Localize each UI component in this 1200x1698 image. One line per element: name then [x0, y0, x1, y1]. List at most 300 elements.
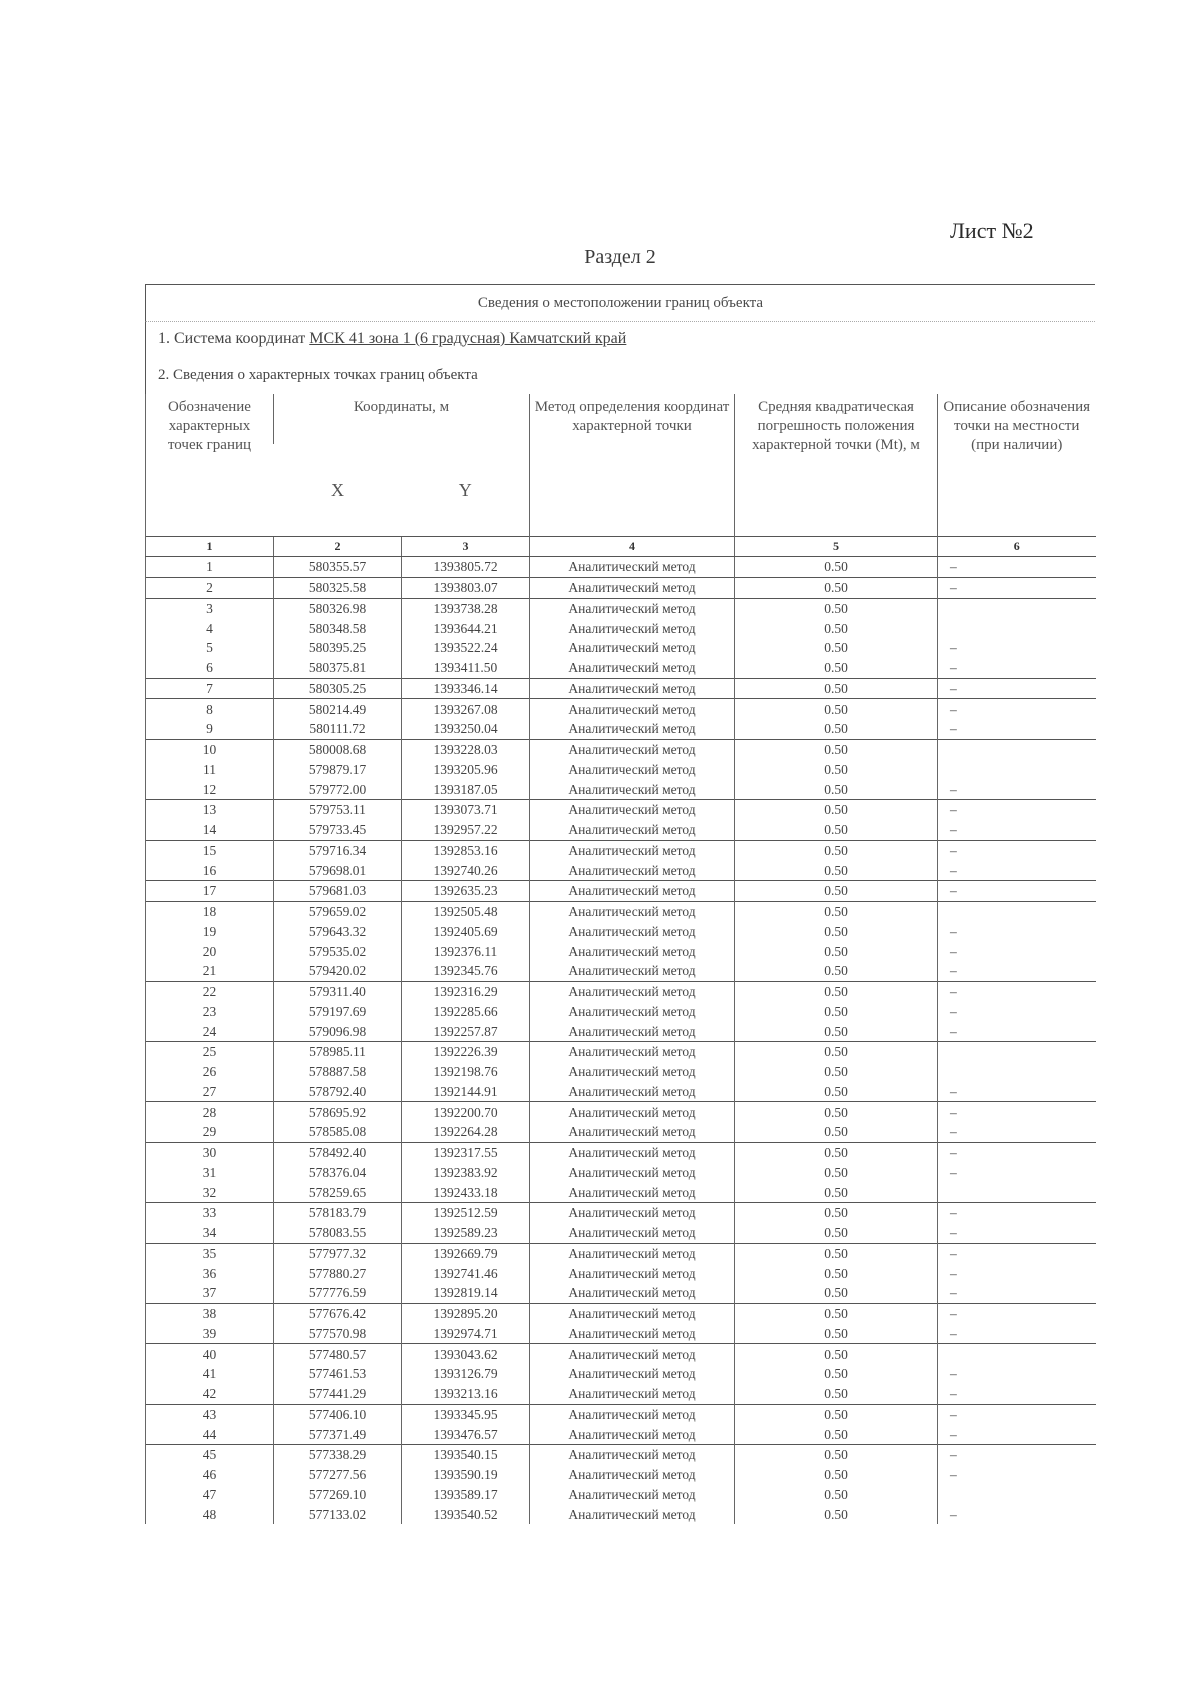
- method-cell: Аналитический метод: [530, 1021, 735, 1041]
- error-cell: 0.50: [735, 922, 938, 942]
- col-designation-header: Обозначение характерных точек границ: [146, 394, 274, 537]
- table-row: [146, 1102, 1096, 1122]
- x-coordinate: 577277.56: [274, 1465, 402, 1485]
- method-cell: Аналитический метод: [530, 1142, 735, 1162]
- table-row: [146, 678, 1096, 699]
- method-cell: Аналитический метод: [530, 881, 735, 902]
- y-coordinate: 1393228.03: [402, 739, 530, 759]
- table-row: [146, 1324, 1096, 1344]
- error-cell: 0.50: [735, 618, 938, 638]
- point-number: 40: [146, 1344, 274, 1364]
- point-number: 5: [146, 638, 274, 658]
- method-cell: Аналитический метод: [530, 1324, 735, 1344]
- x-coordinate: 579716.34: [274, 840, 402, 860]
- table-row: [146, 618, 1096, 638]
- point-number: 1: [146, 557, 274, 578]
- y-coordinate: 1392316.29: [402, 981, 530, 1001]
- table-row: [146, 1203, 1096, 1223]
- error-cell: 0.50: [735, 1445, 938, 1465]
- table-row: [146, 1182, 1096, 1202]
- description-cell: –: [938, 881, 1096, 902]
- method-cell: Аналитический метод: [530, 658, 735, 678]
- description-cell: –: [938, 800, 1096, 820]
- description-cell: –: [938, 1142, 1096, 1162]
- method-cell: Аналитический метод: [530, 557, 735, 578]
- error-cell: 0.50: [735, 1465, 938, 1485]
- point-number: 19: [146, 922, 274, 942]
- y-coordinate: 1393187.05: [402, 779, 530, 799]
- method-cell: Аналитический метод: [530, 1303, 735, 1323]
- description-cell: –: [938, 577, 1096, 598]
- x-coordinate: 578492.40: [274, 1142, 402, 1162]
- error-cell: 0.50: [735, 739, 938, 759]
- y-coordinate: 1393589.17: [402, 1485, 530, 1505]
- points-section-title: 2. Сведения о характерных точках границ объекта: [145, 356, 1095, 394]
- frame-title: Сведения о местоположении границ объекта: [145, 284, 1095, 321]
- error-cell: 0.50: [735, 901, 938, 921]
- x-coordinate: 577441.29: [274, 1384, 402, 1404]
- description-cell: –: [938, 961, 1096, 981]
- y-coordinate: 1393590.19: [402, 1465, 530, 1485]
- error-cell: 0.50: [735, 840, 938, 860]
- error-cell: 0.50: [735, 981, 938, 1001]
- x-coordinate: 579753.11: [274, 800, 402, 820]
- description-cell: –: [938, 1223, 1096, 1243]
- error-cell: 0.50: [735, 779, 938, 799]
- point-number: 3: [146, 598, 274, 618]
- x-coordinate: 580305.25: [274, 678, 402, 699]
- table-row: [146, 557, 1096, 578]
- description-cell: –: [938, 1445, 1096, 1465]
- y-coordinate: 1392895.20: [402, 1303, 530, 1323]
- method-cell: Аналитический метод: [530, 840, 735, 860]
- method-cell: Аналитический метод: [530, 1223, 735, 1243]
- x-coordinate: 579535.02: [274, 941, 402, 961]
- table-row: [146, 1404, 1096, 1424]
- x-coordinate: 579879.17: [274, 760, 402, 780]
- x-coordinate: 580395.25: [274, 638, 402, 658]
- table-row: [146, 699, 1096, 719]
- point-number: 32: [146, 1182, 274, 1202]
- table-row: [146, 1424, 1096, 1444]
- y-coordinate: 1393073.71: [402, 800, 530, 820]
- description-cell: –: [938, 1465, 1096, 1485]
- y-coordinate: 1393805.72: [402, 557, 530, 578]
- description-cell: [938, 739, 1096, 759]
- x-coordinate: 580355.57: [274, 557, 402, 578]
- description-cell: –: [938, 1424, 1096, 1444]
- x-coordinate: 578695.92: [274, 1102, 402, 1122]
- y-coordinate: 1392957.22: [402, 820, 530, 840]
- description-cell: –: [938, 941, 1096, 961]
- table-row: [146, 1122, 1096, 1142]
- x-coordinate: 577133.02: [274, 1504, 402, 1524]
- point-number: 6: [146, 658, 274, 678]
- point-number: 41: [146, 1364, 274, 1384]
- description-cell: –: [938, 1203, 1096, 1223]
- col-number: 5: [735, 537, 938, 557]
- y-coordinate: 1392512.59: [402, 1203, 530, 1223]
- method-cell: Аналитический метод: [530, 922, 735, 942]
- table-row: [146, 1445, 1096, 1465]
- y-coordinate: 1392257.87: [402, 1021, 530, 1041]
- x-coordinate: 579733.45: [274, 820, 402, 840]
- error-cell: 0.50: [735, 820, 938, 840]
- point-number: 27: [146, 1082, 274, 1102]
- description-cell: –: [938, 779, 1096, 799]
- error-cell: 0.50: [735, 860, 938, 880]
- y-coordinate: 1393644.21: [402, 618, 530, 638]
- error-cell: 0.50: [735, 1102, 938, 1122]
- point-number: 23: [146, 1002, 274, 1022]
- x-coordinate: 578985.11: [274, 1042, 402, 1062]
- description-cell: –: [938, 1163, 1096, 1183]
- point-number: 10: [146, 739, 274, 759]
- y-coordinate: 1393540.15: [402, 1445, 530, 1465]
- method-cell: Аналитический метод: [530, 800, 735, 820]
- y-coordinate: 1392198.76: [402, 1062, 530, 1082]
- description-cell: –: [938, 981, 1096, 1001]
- table-row: [146, 779, 1096, 799]
- table-row: [146, 1002, 1096, 1022]
- table-row: [146, 1243, 1096, 1263]
- error-cell: 0.50: [735, 1203, 938, 1223]
- error-cell: 0.50: [735, 760, 938, 780]
- table-row: [146, 881, 1096, 902]
- y-coordinate: 1392589.23: [402, 1223, 530, 1243]
- error-cell: 0.50: [735, 1424, 938, 1444]
- point-number: 29: [146, 1122, 274, 1142]
- description-cell: [938, 760, 1096, 780]
- y-coordinate: 1393043.62: [402, 1344, 530, 1364]
- x-coordinate: 577776.59: [274, 1283, 402, 1303]
- table-row: [146, 739, 1096, 759]
- y-coordinate: 1392819.14: [402, 1283, 530, 1303]
- x-coordinate: 578585.08: [274, 1122, 402, 1142]
- y-coordinate: 1392345.76: [402, 961, 530, 981]
- error-cell: 0.50: [735, 719, 938, 739]
- error-cell: 0.50: [735, 1182, 938, 1202]
- description-cell: –: [938, 922, 1096, 942]
- col-method-header: Метод определения координат характерной точки: [530, 394, 735, 537]
- point-number: 2: [146, 577, 274, 598]
- method-cell: Аналитический метод: [530, 981, 735, 1001]
- y-coordinate: 1392853.16: [402, 840, 530, 860]
- table-row: [146, 1303, 1096, 1323]
- error-cell: 0.50: [735, 1283, 938, 1303]
- y-coordinate: 1392740.26: [402, 860, 530, 880]
- table-row: [146, 598, 1096, 618]
- point-number: 28: [146, 1102, 274, 1122]
- y-coordinate: 1393126.79: [402, 1364, 530, 1384]
- coordinate-system-prefix: 1. Система координат: [158, 330, 306, 347]
- table-row: [146, 901, 1096, 921]
- x-coordinate: 578083.55: [274, 1223, 402, 1243]
- table-row: [146, 1344, 1096, 1364]
- col-number: 1: [146, 537, 274, 557]
- point-number: 37: [146, 1283, 274, 1303]
- error-cell: 0.50: [735, 1142, 938, 1162]
- point-number: 33: [146, 1203, 274, 1223]
- y-coordinate: 1392741.46: [402, 1263, 530, 1283]
- table-row: [146, 1142, 1096, 1162]
- point-number: 48: [146, 1504, 274, 1524]
- error-cell: 0.50: [735, 678, 938, 699]
- method-cell: Аналитический метод: [530, 1082, 735, 1102]
- method-cell: Аналитический метод: [530, 1485, 735, 1505]
- method-cell: Аналитический метод: [530, 1344, 735, 1364]
- boundary-points-rows: [146, 557, 1096, 1525]
- x-coordinate: 580326.98: [274, 598, 402, 618]
- description-cell: –: [938, 678, 1096, 699]
- y-coordinate: 1392285.66: [402, 1002, 530, 1022]
- y-coordinate: 1393267.08: [402, 699, 530, 719]
- col-x-header: X: [331, 479, 344, 500]
- description-cell: [938, 1344, 1096, 1364]
- col-y-header: Y: [458, 479, 472, 500]
- method-cell: Аналитический метод: [530, 1042, 735, 1062]
- description-cell: –: [938, 820, 1096, 840]
- description-cell: –: [938, 699, 1096, 719]
- col-number: 2: [274, 537, 402, 557]
- error-cell: 0.50: [735, 941, 938, 961]
- col-description-header: Описание обозначения точки на местности (при наличии): [938, 394, 1096, 537]
- table-row: [146, 961, 1096, 981]
- method-cell: Аналитический метод: [530, 1102, 735, 1122]
- description-cell: [938, 1182, 1096, 1202]
- y-coordinate: 1392405.69: [402, 922, 530, 942]
- point-number: 8: [146, 699, 274, 719]
- table-row: [146, 658, 1096, 678]
- description-cell: [938, 1485, 1096, 1505]
- table-row: [146, 638, 1096, 658]
- point-number: 16: [146, 860, 274, 880]
- table-row: [146, 1283, 1096, 1303]
- y-coordinate: 1392226.39: [402, 1042, 530, 1062]
- method-cell: Аналитический метод: [530, 1364, 735, 1384]
- method-cell: Аналитический метод: [530, 739, 735, 759]
- col-error-header: Средняя квадратическая погрешность положения характерной точки (Mt), м: [735, 394, 938, 537]
- description-cell: –: [938, 1324, 1096, 1344]
- error-cell: 0.50: [735, 1303, 938, 1323]
- section-title: Раздел 2: [584, 246, 656, 268]
- point-number: 11: [146, 760, 274, 780]
- description-cell: [938, 598, 1096, 618]
- method-cell: Аналитический метод: [530, 1002, 735, 1022]
- sheet-number: Лист №2: [950, 218, 1034, 243]
- point-number: 24: [146, 1021, 274, 1041]
- method-cell: Аналитический метод: [530, 1283, 735, 1303]
- method-cell: Аналитический метод: [530, 1163, 735, 1183]
- point-number: 22: [146, 981, 274, 1001]
- table-row: [146, 820, 1096, 840]
- method-cell: Аналитический метод: [530, 577, 735, 598]
- error-cell: 0.50: [735, 1042, 938, 1062]
- method-cell: Аналитический метод: [530, 860, 735, 880]
- point-number: 38: [146, 1303, 274, 1323]
- y-coordinate: 1392264.28: [402, 1122, 530, 1142]
- point-number: 12: [146, 779, 274, 799]
- error-cell: 0.50: [735, 1504, 938, 1524]
- table-row: [146, 577, 1096, 598]
- x-coordinate: 578259.65: [274, 1182, 402, 1202]
- table-row: [146, 760, 1096, 780]
- table-row: [146, 1485, 1096, 1505]
- x-coordinate: 577269.10: [274, 1485, 402, 1505]
- error-cell: 0.50: [735, 1243, 938, 1263]
- point-number: 7: [146, 678, 274, 699]
- x-coordinate: 579772.00: [274, 779, 402, 799]
- y-coordinate: 1393411.50: [402, 658, 530, 678]
- description-cell: –: [938, 719, 1096, 739]
- error-cell: 0.50: [735, 1324, 938, 1344]
- error-cell: 0.50: [735, 961, 938, 981]
- error-cell: 0.50: [735, 1364, 938, 1384]
- description-cell: –: [938, 1021, 1096, 1041]
- method-cell: Аналитический метод: [530, 1445, 735, 1465]
- method-cell: Аналитический метод: [530, 1465, 735, 1485]
- x-coordinate: 577406.10: [274, 1404, 402, 1424]
- point-number: 39: [146, 1324, 274, 1344]
- error-cell: 0.50: [735, 658, 938, 678]
- table-row: [146, 981, 1096, 1001]
- description-cell: –: [938, 1384, 1096, 1404]
- method-cell: Аналитический метод: [530, 760, 735, 780]
- coordinate-system-line: [145, 321, 1095, 356]
- table-row: [146, 1384, 1096, 1404]
- point-number: 25: [146, 1042, 274, 1062]
- x-coordinate: 577676.42: [274, 1303, 402, 1323]
- x-coordinate: 578183.79: [274, 1203, 402, 1223]
- point-number: 42: [146, 1384, 274, 1404]
- x-coordinate: 578792.40: [274, 1082, 402, 1102]
- method-cell: Аналитический метод: [530, 719, 735, 739]
- table-row: [146, 1504, 1096, 1524]
- description-cell: [938, 618, 1096, 638]
- x-coordinate: 579311.40: [274, 981, 402, 1001]
- y-coordinate: 1392505.48: [402, 901, 530, 921]
- method-cell: Аналитический метод: [530, 1243, 735, 1263]
- y-coordinate: 1393522.24: [402, 638, 530, 658]
- column-numbers-row: [146, 537, 1096, 557]
- point-number: 18: [146, 901, 274, 921]
- x-coordinate: 579659.02: [274, 901, 402, 921]
- description-cell: –: [938, 1122, 1096, 1142]
- x-coordinate: 577977.32: [274, 1243, 402, 1263]
- point-number: 21: [146, 961, 274, 981]
- table-row: [146, 1223, 1096, 1243]
- method-cell: Аналитический метод: [530, 1404, 735, 1424]
- y-coordinate: 1393345.95: [402, 1404, 530, 1424]
- error-cell: 0.50: [735, 699, 938, 719]
- point-number: 4: [146, 618, 274, 638]
- table-row: [146, 1062, 1096, 1082]
- method-cell: Аналитический метод: [530, 1424, 735, 1444]
- error-cell: 0.50: [735, 557, 938, 578]
- table-row: [146, 1364, 1096, 1384]
- boundary-info-frame: [145, 284, 1095, 1524]
- y-coordinate: 1393540.52: [402, 1504, 530, 1524]
- x-coordinate: 579643.32: [274, 922, 402, 942]
- point-number: 13: [146, 800, 274, 820]
- error-cell: 0.50: [735, 1404, 938, 1424]
- table-row: [146, 719, 1096, 739]
- error-cell: 0.50: [735, 1002, 938, 1022]
- error-cell: 0.50: [735, 1263, 938, 1283]
- col-coordinates-header: Координаты, м: [274, 394, 530, 444]
- col-number: 6: [938, 537, 1096, 557]
- x-coordinate: 580375.81: [274, 658, 402, 678]
- description-cell: –: [938, 1002, 1096, 1022]
- y-coordinate: 1392376.11: [402, 941, 530, 961]
- y-coordinate: 1393213.16: [402, 1384, 530, 1404]
- table-row: [146, 800, 1096, 820]
- y-coordinate: 1392144.91: [402, 1082, 530, 1102]
- coordinate-system-name: МСК 41 зона 1 (6 градусная) Камчатский край: [309, 330, 627, 347]
- table-row: [146, 1042, 1096, 1062]
- description-cell: –: [938, 1243, 1096, 1263]
- boundary-points-table: [145, 394, 1096, 1524]
- x-coordinate: 580008.68: [274, 739, 402, 759]
- point-number: 30: [146, 1142, 274, 1162]
- error-cell: 0.50: [735, 800, 938, 820]
- description-cell: –: [938, 1082, 1096, 1102]
- method-cell: Аналитический метод: [530, 1263, 735, 1283]
- error-cell: 0.50: [735, 1122, 938, 1142]
- description-cell: –: [938, 840, 1096, 860]
- x-coordinate: 580348.58: [274, 618, 402, 638]
- error-cell: 0.50: [735, 881, 938, 902]
- col-number: 4: [530, 537, 735, 557]
- x-coordinate: 578376.04: [274, 1163, 402, 1183]
- error-cell: 0.50: [735, 1163, 938, 1183]
- y-coordinate: 1392200.70: [402, 1102, 530, 1122]
- table-row: [146, 1163, 1096, 1183]
- y-coordinate: 1393205.96: [402, 760, 530, 780]
- method-cell: Аналитический метод: [530, 779, 735, 799]
- description-cell: –: [938, 638, 1096, 658]
- y-coordinate: 1392974.71: [402, 1324, 530, 1344]
- y-coordinate: 1393476.57: [402, 1424, 530, 1444]
- description-cell: –: [938, 658, 1096, 678]
- y-coordinate: 1392383.92: [402, 1163, 530, 1183]
- method-cell: Аналитический метод: [530, 1504, 735, 1524]
- y-coordinate: 1393346.14: [402, 678, 530, 699]
- point-number: 17: [146, 881, 274, 902]
- point-number: 20: [146, 941, 274, 961]
- method-cell: Аналитический метод: [530, 820, 735, 840]
- method-cell: Аналитический метод: [530, 941, 735, 961]
- error-cell: 0.50: [735, 598, 938, 618]
- point-number: 34: [146, 1223, 274, 1243]
- col-number: 3: [402, 537, 530, 557]
- x-coordinate: 580214.49: [274, 699, 402, 719]
- method-cell: Аналитический метод: [530, 1203, 735, 1223]
- error-cell: 0.50: [735, 1384, 938, 1404]
- x-coordinate: 580325.58: [274, 577, 402, 598]
- table-row: [146, 922, 1096, 942]
- point-number: 43: [146, 1404, 274, 1424]
- table-row: [146, 941, 1096, 961]
- x-coordinate: 578887.58: [274, 1062, 402, 1082]
- table-row: [146, 1263, 1096, 1283]
- x-coordinate: 577480.57: [274, 1344, 402, 1364]
- x-coordinate: 579096.98: [274, 1021, 402, 1041]
- description-cell: –: [938, 1504, 1096, 1524]
- point-number: 26: [146, 1062, 274, 1082]
- method-cell: Аналитический метод: [530, 678, 735, 699]
- y-coordinate: 1392669.79: [402, 1243, 530, 1263]
